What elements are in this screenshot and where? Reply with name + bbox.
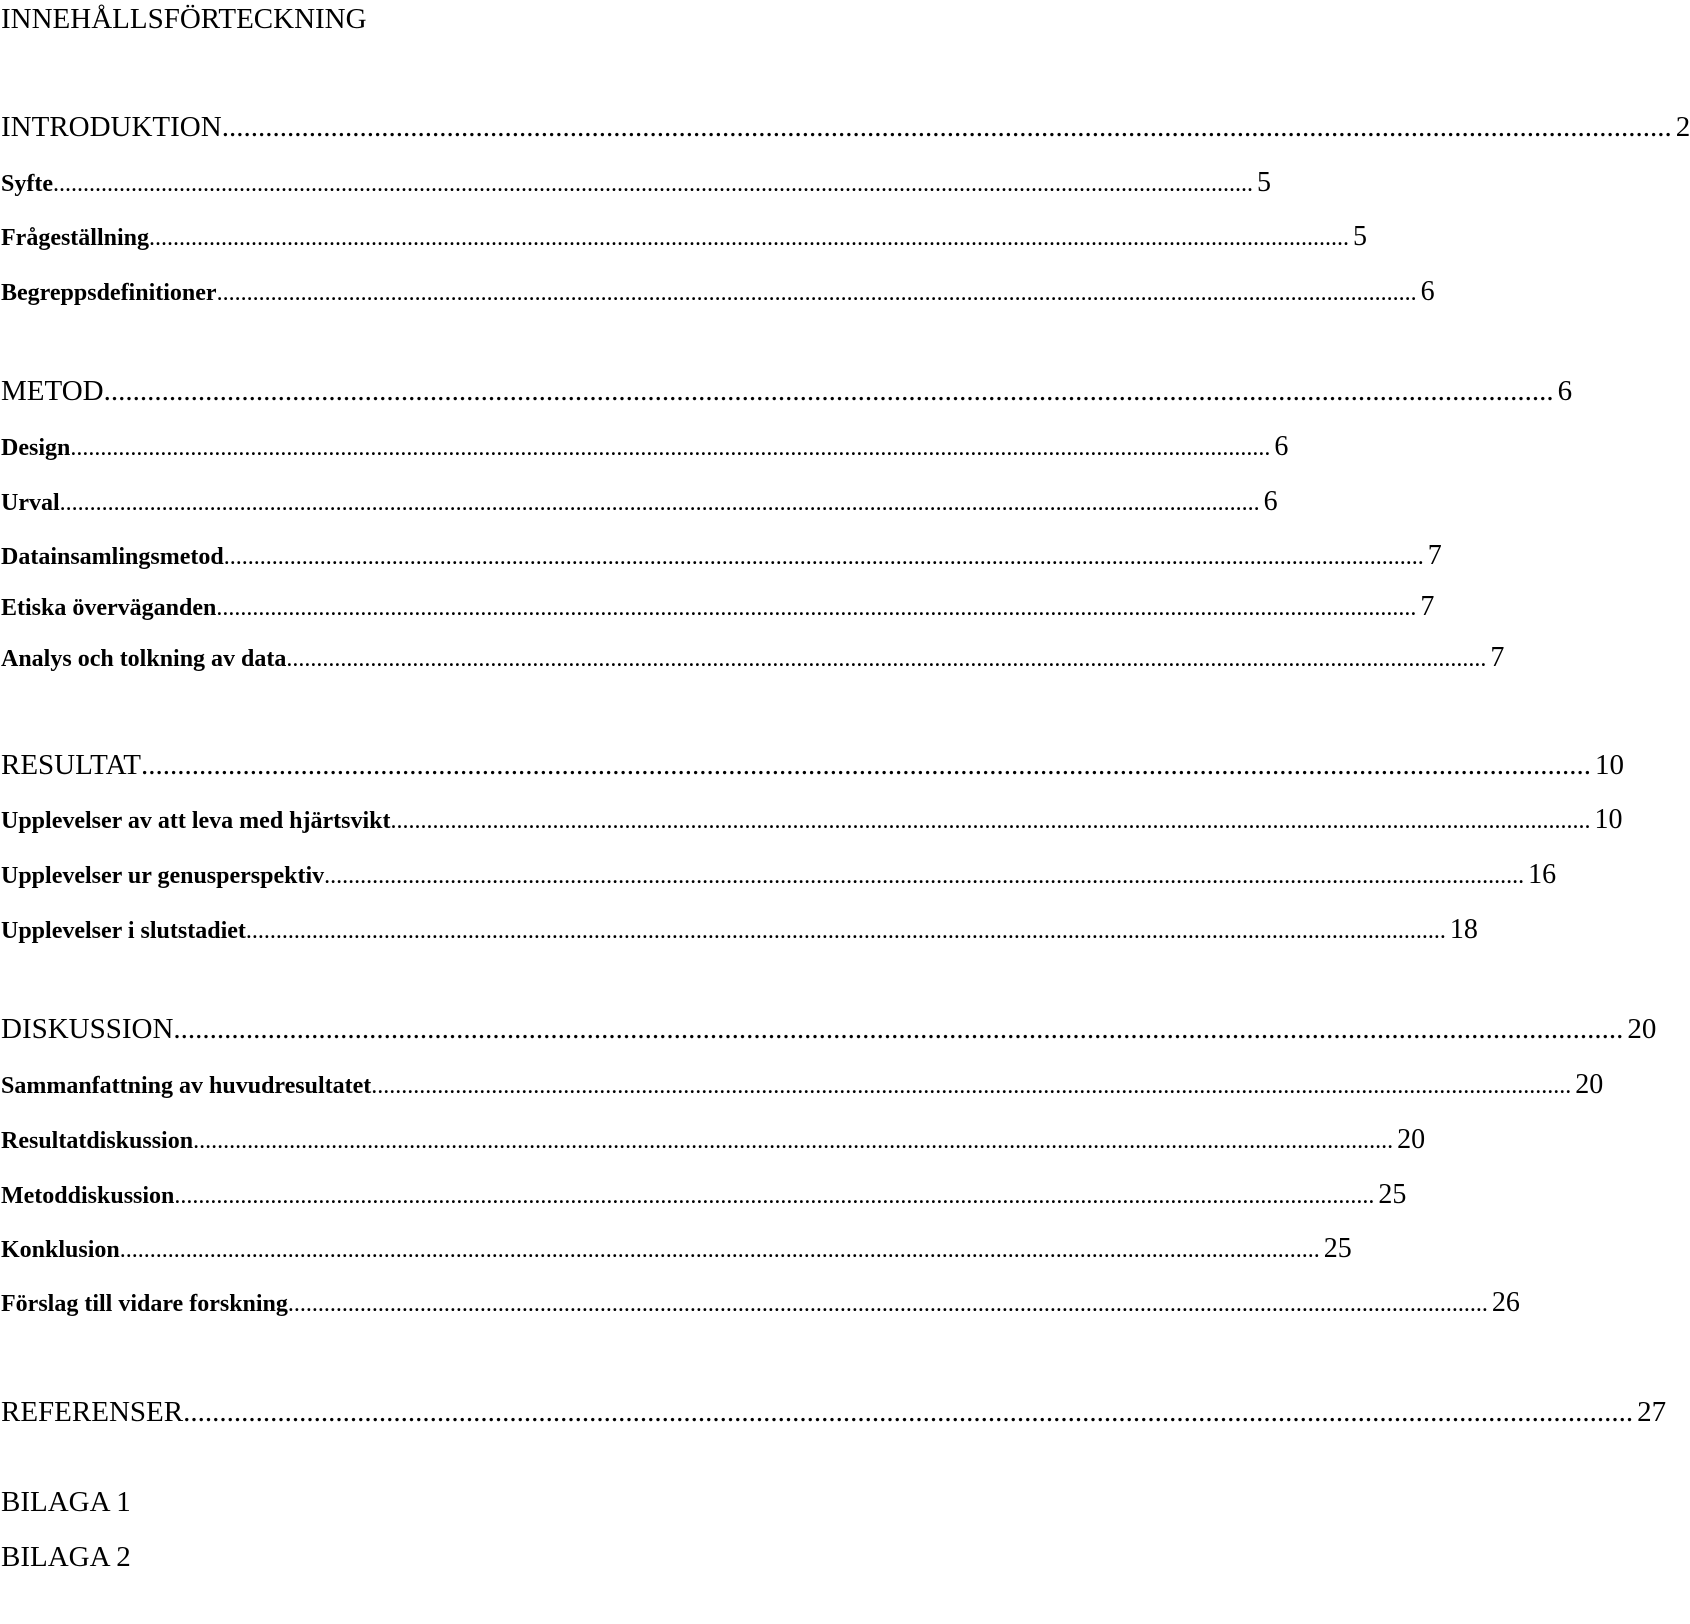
dot-leader: ........................................................................................................................................................................................................ [371,1073,1572,1099]
toc-entry-title: Analys och tolkning av data [1,646,287,672]
toc-entry[interactable] [1,1179,1407,1211]
toc-entry-page: 5 [1256,167,1271,198]
toc-entry-title: Begreppsdefinitioner [1,280,217,306]
toc-entry-page: 7 [1490,642,1505,673]
toc-entry[interactable] [1,110,1690,144]
toc-entry[interactable] [1,540,1442,572]
dot-leader: ........................................................................................................................................................................................................ [119,1237,1320,1263]
toc-entry[interactable] [1,642,1505,674]
dot-leader: ........................................................................................................................................................................................................ [193,1128,1394,1154]
toc-entry[interactable] [1,1233,1352,1265]
toc-entry[interactable] [1,374,1573,408]
toc-entry[interactable] [1,859,1557,891]
dot-leader: ........................................................................................................................................................................................................ [286,646,1487,672]
toc-title: INNEHÅLLSFÖRTECKNING [1,3,367,35]
toc-entry[interactable] [1,804,1623,836]
dot-leader: ........................................................................................................................................................................................................ [52,171,1253,197]
toc-entry-title: Upplevelser i slutstadiet [1,918,246,944]
toc-entry-page: 10 [1594,804,1623,835]
toc-entry-page: 26 [1491,1287,1520,1318]
toc-entry-page: 25 [1323,1233,1352,1264]
toc-entry[interactable] [1,1012,1657,1046]
toc-entry-title: RESULTAT [1,749,142,781]
dot-leader: ........................................................................................................................................................................................................ [141,749,1592,781]
toc-entry[interactable] [1,591,1435,623]
toc-entry[interactable] [1,914,1478,946]
toc-entry-title: Syfte [1,171,53,197]
dot-leader: ........................................................................................................................................................................................................ [287,1291,1488,1317]
toc-entry-title: Datainsamlingsmetod [1,544,224,570]
dot-leader: ........................................................................................................................................................................................................ [103,375,1554,407]
toc-entry-page: 18 [1449,914,1478,945]
dot-leader: ........................................................................................................................................................................................................ [173,1013,1624,1045]
toc-entry-title: Upplevelser ur genusperspektiv [1,863,325,889]
toc-entry-page: 5 [1353,221,1367,252]
dot-leader: ........................................................................................................................................................................................................ [245,918,1446,944]
toc-entry-page: 6 [1557,375,1573,407]
toc-entry-title: INTRODUKTION [1,111,222,143]
toc-entry-page: 10 [1595,749,1625,781]
toc-entry-title: Urval [1,490,60,516]
toc-entry-title: Design [1,435,71,461]
appendix-label: BILAGA 1 [1,1486,131,1518]
dot-leader: ........................................................................................................................................................................................................ [216,595,1417,621]
toc-entry-page: 7 [1420,591,1435,622]
toc-entry-title: DISKUSSION [1,1013,174,1045]
toc-entry[interactable] [1,167,1271,199]
toc-entry-title: Upplevelser av att leva med hjärtsvikt [1,808,391,834]
dot-leader: ........................................................................................................................................................................................................ [324,863,1525,889]
toc-entry-page: 6 [1274,431,1289,462]
toc-entry[interactable] [1,1395,1667,1429]
dot-leader: ........................................................................................................................................................................................................ [223,544,1424,570]
dot-leader: ........................................................................................................................................................................................................ [390,808,1591,834]
toc-entry-page: 27 [1637,1396,1667,1428]
toc-entry-page: 16 [1528,859,1557,890]
dot-leader: ........................................................................................................................................................................................................ [70,435,1271,461]
toc-entry[interactable] [1,486,1278,518]
toc-entry-title: Sammanfattning av huvudresultatet [1,1073,372,1099]
toc-entry-page: 6 [1263,486,1278,517]
dot-leader: ........................................................................................................................................................................................................ [216,280,1417,306]
toc-entry-page: 2 [1675,111,1690,143]
toc-entry[interactable] [1,1287,1520,1319]
toc-entry-page: 7 [1427,540,1442,571]
toc-entry[interactable] [1,276,1435,308]
toc-entry-page: 20 [1575,1069,1604,1100]
toc-entry-title: Frågeställning [1,225,149,251]
toc-entry-title: Metoddiskussion [1,1183,175,1209]
dot-leader: ........................................................................................................................................................................................................ [149,225,1349,251]
dot-leader: ........................................................................................................................................................................................................ [221,111,1672,143]
toc-entry-page: 25 [1378,1179,1407,1210]
toc-entry[interactable] [1,431,1289,463]
toc-entry-page: 20 [1627,1013,1657,1045]
toc-entry-title: Etiska överväganden [1,595,217,621]
toc-entry-title: Förslag till vidare forskning [1,1291,288,1317]
toc-entry[interactable] [1,1069,1604,1101]
dot-leader: ........................................................................................................................................................................................................ [174,1183,1375,1209]
toc-entry-title: Konklusion [1,1237,120,1263]
toc-entry[interactable] [1,221,1367,253]
toc-entry-title: REFERENSER [1,1396,184,1428]
toc-entry[interactable] [1,1124,1426,1156]
dot-leader: ........................................................................................................................................................................................................ [183,1396,1634,1428]
toc-entry[interactable] [1,748,1625,782]
toc-entry-title: METOD [1,375,104,407]
toc-entry-title: Resultatdiskussion [1,1128,194,1154]
dot-leader: ........................................................................................................................................................................................................ [59,490,1260,516]
toc-entry-page: 20 [1397,1124,1426,1155]
toc-entry-page: 6 [1420,276,1435,307]
appendix-label: BILAGA 2 [1,1541,131,1573]
